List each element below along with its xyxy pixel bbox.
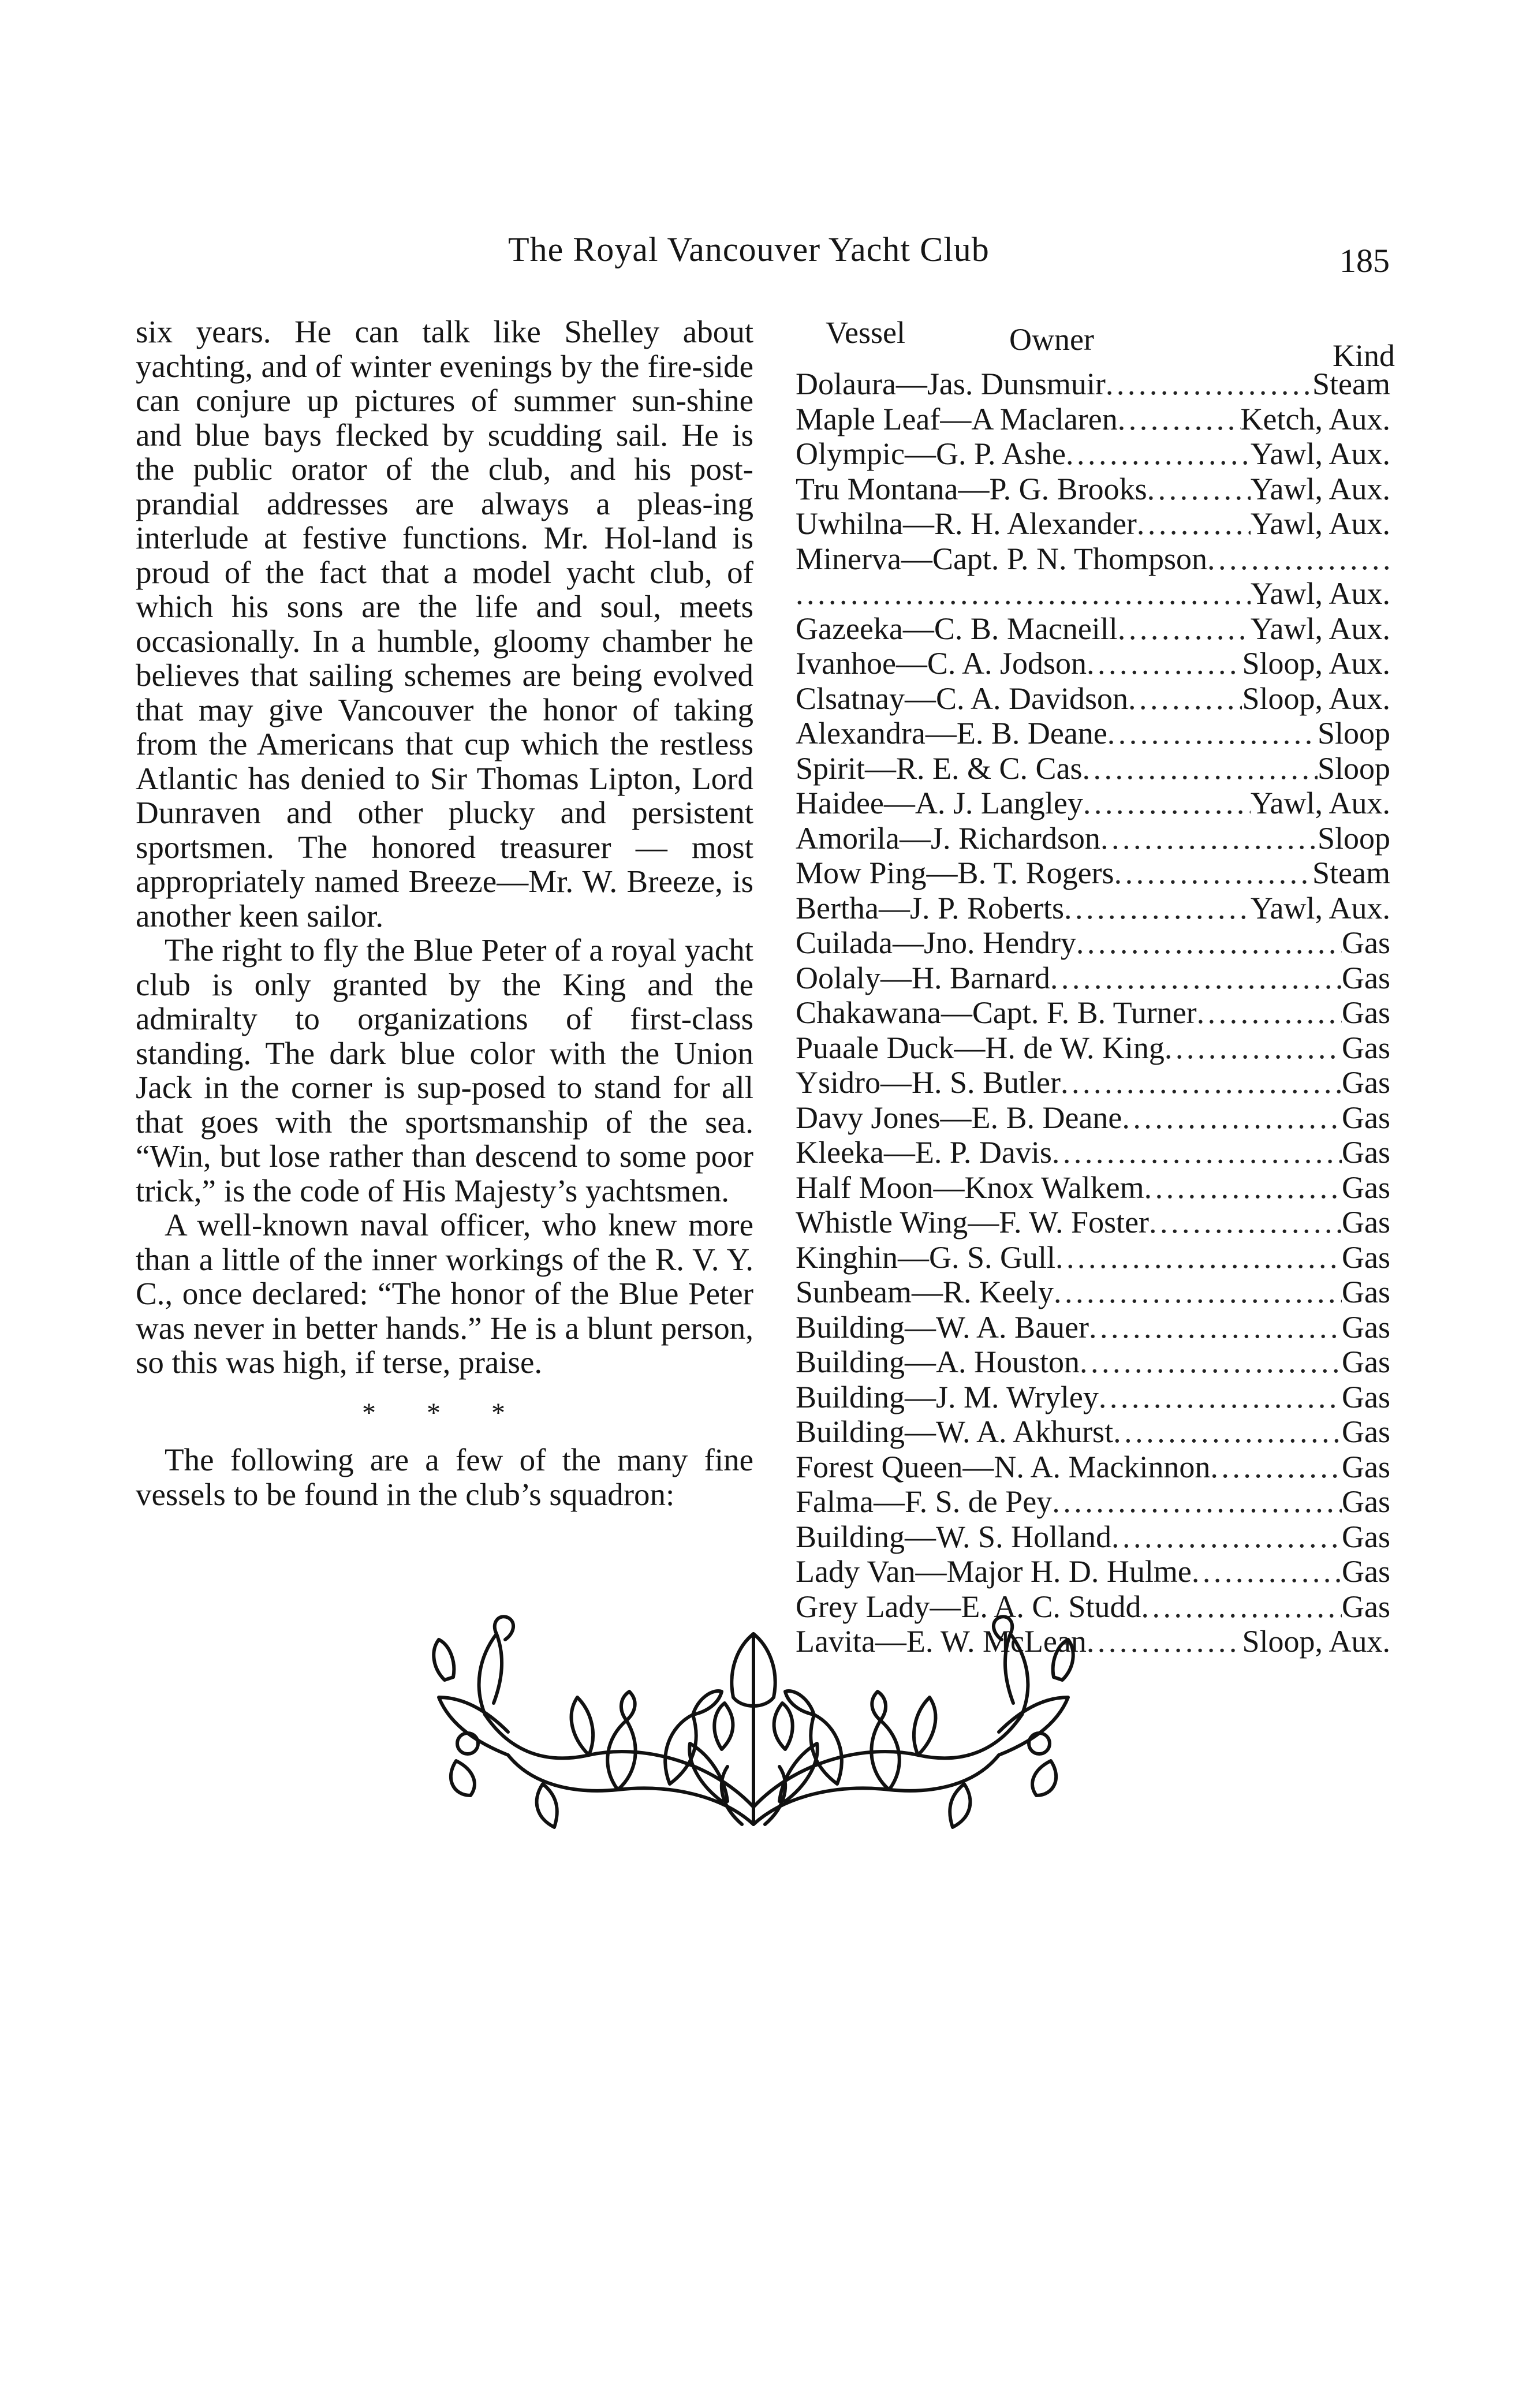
vessel-kind: Gas	[1342, 1414, 1390, 1449]
vessel-kind: Steam	[1312, 856, 1390, 890]
vessel-owner-entry: Tru Montana—P. G. Brooks	[796, 471, 1147, 506]
vessel-row	[796, 472, 1390, 507]
vessel-owner-entry: Amorila—J. Richardson	[796, 820, 1100, 856]
vessel-kind: Yawl, Aux.	[1250, 576, 1390, 611]
vessel-owner-entry: Kleeka—E. P. Davis	[796, 1135, 1052, 1170]
vessel-kind: Gas	[1342, 1519, 1390, 1554]
vessel-row	[796, 1450, 1390, 1485]
dot-leader	[1210, 1450, 1342, 1485]
vessel-kind: Gas	[1342, 1065, 1390, 1100]
vessel-rows	[796, 367, 1390, 1659]
dot-leader	[1118, 402, 1241, 437]
dot-leader	[1149, 1205, 1342, 1240]
vessel-row	[796, 961, 1390, 996]
vessel-row	[796, 925, 1390, 961]
dot-leader	[1052, 1484, 1342, 1520]
dot-leader	[1080, 1345, 1342, 1380]
vessel-owner-entry: Dolaura—Jas. Dunsmuir	[796, 367, 1106, 401]
vessel-kind: Yawl, Aux.	[1250, 471, 1390, 506]
vessel-row	[796, 542, 1390, 577]
vessel-owner-entry: Spirit—R. E. & C. Cas	[796, 751, 1083, 786]
dot-leader	[1128, 681, 1242, 716]
dot-leader	[1083, 786, 1251, 821]
dot-leader	[1089, 1310, 1342, 1345]
vessel-row	[796, 576, 1390, 611]
vessel-row	[796, 821, 1390, 856]
vessel-row	[796, 1520, 1390, 1555]
vessel-row	[796, 1380, 1390, 1415]
vessel-kind: Sloop, Aux.	[1242, 1624, 1390, 1659]
dot-leader	[1087, 646, 1242, 681]
paragraph-2: The right to fly the Blue Peter of a royal yacht club is only granted by the King and the admiralty to organizations of first-class standing. The dark blue color with the Union Jack in the corner is sup-posed to stand for all that goes with the sportsmanship of the sea. “Win, but lose rather than descend to some poor trick,” is the code of His Majesty’s yachtsmen.	[136, 932, 753, 1208]
dot-leader	[1107, 716, 1318, 751]
vessel-row	[796, 1414, 1390, 1450]
vessel-row	[796, 402, 1390, 437]
dot-leader	[1050, 961, 1342, 996]
vessel-kind: Gas	[1342, 1589, 1390, 1624]
vessel-kind: Yawl, Aux.	[1250, 506, 1390, 541]
dot-leader	[1111, 1520, 1342, 1555]
vessel-list-header	[796, 315, 1395, 373]
body-text-column	[136, 315, 753, 1511]
vessel-row	[796, 1484, 1390, 1520]
vessel-row	[796, 681, 1390, 716]
vessel-kind: Gas	[1342, 1205, 1390, 1240]
vessel-owner-entry: Falma—F. S. de Pey	[796, 1484, 1053, 1519]
vessel-owner-entry: Maple Leaf—A Maclaren	[796, 401, 1118, 436]
vessel-owner-entry: Chakawana—Capt. F. B. Turner	[796, 995, 1197, 1030]
vessel-row	[796, 856, 1390, 891]
vessel-row	[796, 646, 1390, 681]
vessel-row	[796, 1065, 1390, 1100]
vessel-row	[796, 1135, 1390, 1170]
vessel-kind: Yawl, Aux.	[1250, 611, 1390, 646]
dot-leader	[1066, 436, 1251, 472]
section-separator: * * *	[362, 1397, 527, 1428]
vessel-kind: Gas	[1342, 1100, 1390, 1135]
vessel-kind: Ketch, Aux.	[1240, 401, 1390, 436]
vessel-kind: Gas	[1342, 1379, 1390, 1414]
vessel-kind: Sloop	[1317, 820, 1390, 856]
vessel-row	[796, 1100, 1390, 1136]
vessel-kind: Gas	[1342, 1345, 1390, 1379]
vessel-row	[796, 1345, 1390, 1380]
vessel-row	[796, 891, 1390, 926]
vessel-kind: Gas	[1342, 1449, 1390, 1484]
vessel-row	[796, 611, 1390, 647]
header-owner: Owner	[1009, 322, 1094, 357]
vessel-owner-entry: Lavita—E. W. McLean	[796, 1624, 1087, 1659]
vessel-kind: Sloop	[1317, 751, 1390, 786]
vessel-kind: Sloop, Aux.	[1242, 681, 1390, 716]
vessel-kind: Sloop	[1317, 716, 1390, 751]
vessel-kind: Gas	[1342, 1135, 1390, 1170]
vessel-kind: Gas	[1342, 1309, 1390, 1345]
vessel-row	[796, 716, 1390, 751]
vessel-row	[796, 751, 1390, 786]
dot-leader	[1118, 611, 1251, 647]
vessel-kind: Gas	[1342, 925, 1390, 960]
ornament-center-tulips	[689, 1634, 818, 1824]
dot-leader	[1100, 821, 1318, 856]
dot-leader	[1055, 1240, 1342, 1275]
vessel-row	[796, 367, 1390, 402]
vessel-owner-entry: Bertha—J. P. Roberts	[796, 890, 1064, 925]
vessel-row	[796, 1031, 1390, 1066]
vessel-owner-entry: Davy Jones—E. B. Deane	[796, 1100, 1122, 1135]
dot-leader	[1114, 856, 1312, 891]
vessel-owner-entry: Alexandra—E. B. Deane	[796, 716, 1107, 751]
dot-leader	[1165, 1031, 1342, 1066]
dot-leader	[1106, 367, 1312, 402]
vessel-owner-entry: Minerva—Capt. P. N. Thompson	[796, 541, 1207, 576]
paragraph-3: A well-known naval officer, who knew more than a little of the inner workings of the R. V. Y. C., once declared: “The honor of the Blue Peter was never in better hands.” He is a blunt person, so this was high, if terse, praise.	[136, 1207, 753, 1380]
vessel-kind: Gas	[1342, 1030, 1390, 1065]
vessel-row	[796, 506, 1390, 542]
dot-leader	[1113, 1414, 1342, 1450]
dot-leader	[1144, 1170, 1342, 1205]
vessel-row	[796, 995, 1390, 1031]
vessel-kind: Gas	[1342, 1484, 1390, 1519]
dot-leader	[1122, 1100, 1342, 1136]
vessel-owner-entry: Ysidro—H. S. Butler	[796, 1065, 1061, 1100]
dot-leader	[1147, 472, 1251, 507]
dot-leader	[796, 576, 1251, 611]
dot-leader	[1052, 1135, 1342, 1170]
vessel-owner-entry: Building—W. A. Akhurst	[796, 1414, 1114, 1449]
vessel-owner-entry: Oolaly—H. Barnard	[796, 960, 1050, 995]
vessel-list	[796, 315, 1395, 1659]
running-title: The Royal Vancouver Yacht Club	[508, 230, 990, 268]
dot-leader	[1064, 891, 1251, 926]
dot-leader	[1197, 995, 1342, 1031]
dot-leader	[1054, 1275, 1342, 1310]
ornament-right-half	[753, 1616, 1073, 1827]
vessel-row	[796, 1170, 1390, 1205]
tulip-floral-tailpiece-icon	[398, 1611, 1109, 1836]
vessel-row	[796, 1240, 1390, 1275]
vessel-owner-entry: Uwhilna—R. H. Alexander	[796, 506, 1137, 541]
vessel-owner-entry: Kinghin—G. S. Gull	[796, 1240, 1056, 1275]
vessel-owner-entry: Building—W. S. Holland	[796, 1519, 1112, 1554]
vessel-kind: Gas	[1342, 960, 1390, 995]
vessel-owner-entry: Cuilada—Jno. Hendry	[796, 925, 1076, 960]
page-number: 185	[1339, 242, 1390, 279]
vessel-owner-entry: Sunbeam—R. Keely	[796, 1275, 1054, 1309]
vessel-owner-entry: Puaale Duck—H. de W. King	[796, 1030, 1165, 1065]
vessel-owner-entry: Grey Lady—E. A. C. Studd	[796, 1589, 1141, 1624]
header-kind: Kind	[1333, 338, 1395, 373]
dot-leader	[1137, 506, 1251, 542]
vessel-owner-entry: Haidee—A. J. Langley	[796, 786, 1083, 820]
dot-leader	[1087, 1624, 1242, 1659]
vessel-owner-entry: Building—W. A. Bauer	[796, 1309, 1089, 1345]
closing-paragraph: The following are a few of the many fine vessels to be found in the club’s squadron:	[136, 1442, 753, 1512]
ornament-left-half	[434, 1616, 753, 1827]
vessel-kind: Gas	[1342, 1275, 1390, 1309]
dot-leader	[1083, 751, 1318, 786]
dot-leader	[1099, 1380, 1342, 1415]
header-vessel: Vessel	[826, 315, 905, 350]
vessel-owner-entry: Building—A. Houston	[796, 1345, 1080, 1379]
dot-leader	[1061, 1065, 1342, 1100]
dot-leader	[1192, 1554, 1342, 1589]
vessel-owner-entry: Mow Ping—B. T. Rogers	[796, 856, 1114, 890]
dot-leader	[1207, 542, 1390, 577]
vessel-owner-entry: Olympic—G. P. Ashe	[796, 436, 1066, 471]
vessel-owner-entry: Clsatnay—C. A. Davidson	[796, 681, 1128, 716]
vessel-owner-entry: Building—J. M. Wryley	[796, 1379, 1099, 1414]
vessel-row	[796, 1205, 1390, 1240]
vessel-owner-entry: Lady Van—Major H. D. Hulme	[796, 1554, 1192, 1589]
vessel-kind: Gas	[1342, 1240, 1390, 1275]
vessel-kind: Gas	[1342, 1554, 1390, 1589]
dot-leader	[1141, 1589, 1342, 1625]
vessel-owner-entry: Half Moon—Knox Walkem	[796, 1170, 1144, 1205]
vessel-owner-entry: Whistle Wing—F. W. Foster	[796, 1205, 1150, 1240]
vessel-kind: Gas	[1342, 995, 1390, 1030]
vessel-kind: Steam	[1312, 367, 1390, 401]
vessel-kind: Gas	[1342, 1170, 1390, 1205]
vessel-kind: Yawl, Aux.	[1250, 436, 1390, 471]
paragraph-1: six years. He can talk like Shelley about yachting, and of winter evenings by the fire-side can conjure up pictures of summer sun-shine and blue bays flecked by scudding sail. He is the public orator of the club, and his post-prandial addresses are always a pleas-ing interlude at festive functions. Mr. Hol-land is proud of the fact that a model yacht club, of which his sons are the life and soul, meets occasionally. In a humble, gloomy chamber he believes that sailing schemes are being evolved that may give Vancouver the honor of taking from the Americans that cup which the restless Atlantic has denied to Sir Thomas Lipton, Lord Dunraven and other plucky and persistent sportsmen. The honored treasurer — most appropriately named Breeze—Mr. W. Breeze, is another keen sailor.	[136, 314, 753, 934]
vessel-owner-entry: Ivanhoe—C. A. Jodson	[796, 646, 1087, 681]
vessel-kind: Sloop, Aux.	[1242, 646, 1390, 681]
vessel-row	[796, 436, 1390, 472]
vessel-kind: Yawl, Aux.	[1250, 786, 1390, 820]
vessel-row	[796, 786, 1390, 821]
dot-leader	[1076, 925, 1342, 961]
vessel-row	[796, 1275, 1390, 1310]
vessel-owner-entry: Gazeeka—C. B. Macneill	[796, 611, 1118, 646]
vessel-row	[796, 1310, 1390, 1345]
vessel-kind: Yawl, Aux.	[1250, 890, 1390, 925]
vessel-owner-entry: Forest Queen—N. A. Mackinnon	[796, 1449, 1211, 1484]
vessel-row	[796, 1554, 1390, 1589]
